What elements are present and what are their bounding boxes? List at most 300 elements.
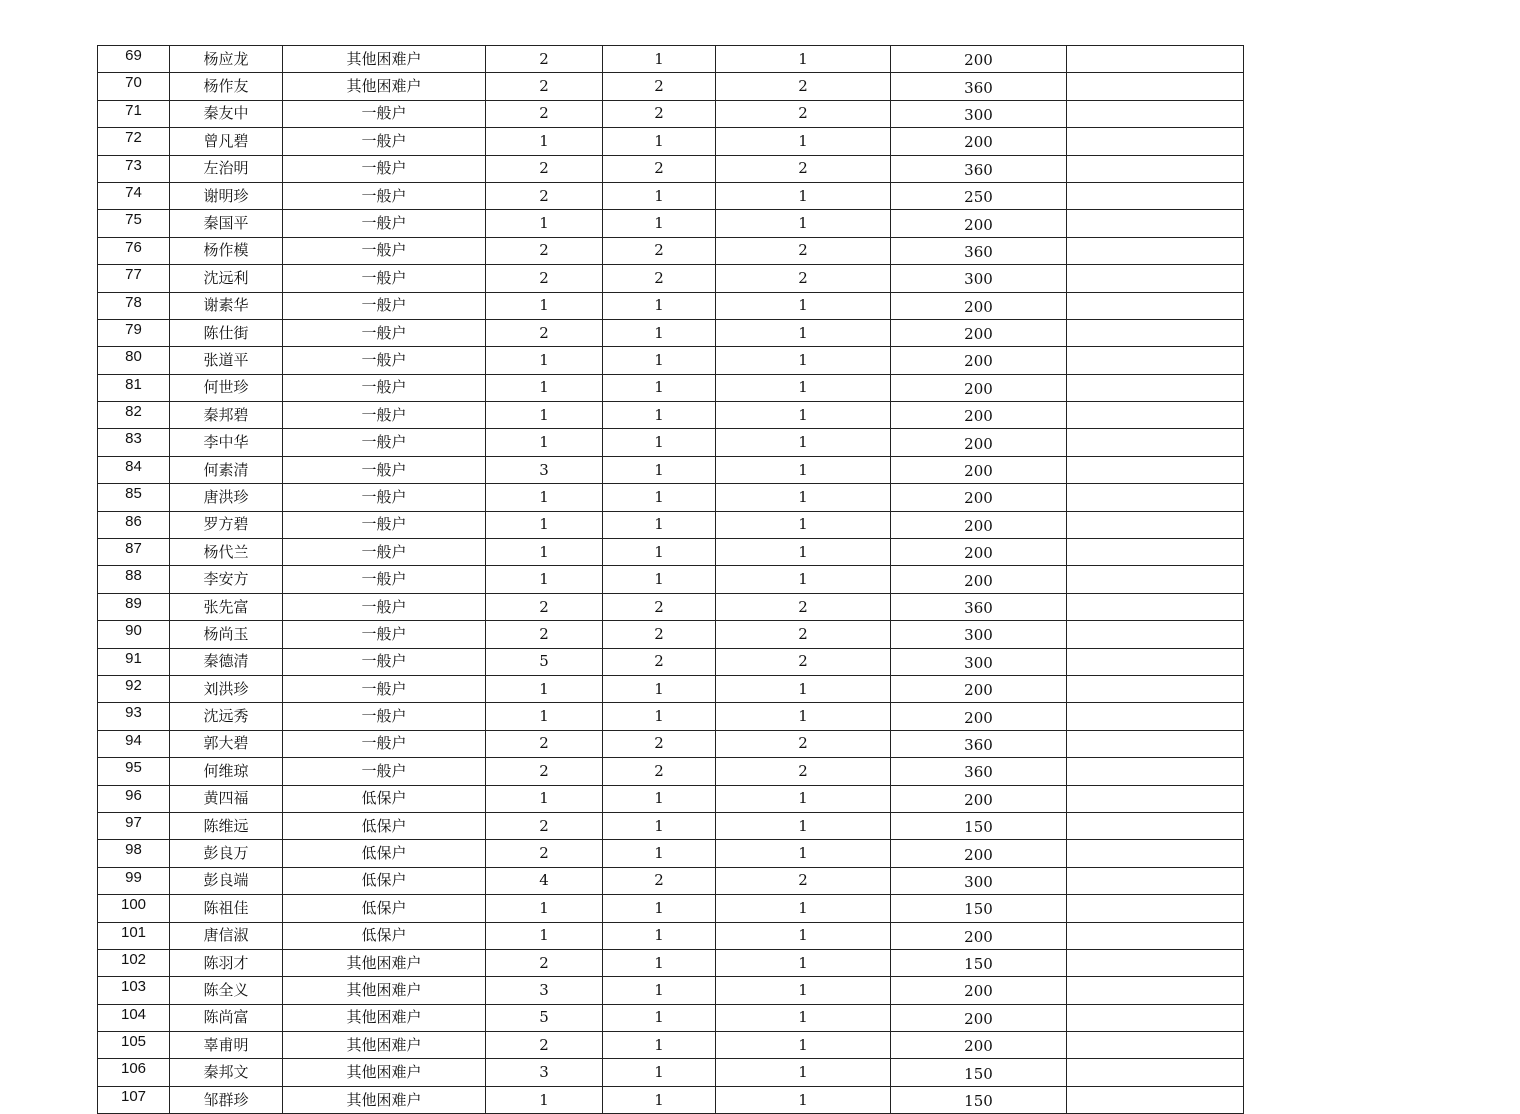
count-b-cell: 1 — [716, 703, 891, 730]
count-a-cell: 1 — [603, 46, 716, 73]
count-b-cell: 1 — [716, 46, 891, 73]
household-size-cell: 3 — [486, 977, 603, 1004]
remark-cell — [1067, 292, 1244, 319]
table-row — [98, 1086, 1244, 1113]
amount-cell: 360 — [891, 237, 1067, 264]
row-number-cell: 86 — [98, 511, 170, 538]
household-type-cell: 一般户 — [283, 128, 486, 155]
count-b-cell: 1 — [716, 128, 891, 155]
amount-cell: 200 — [891, 922, 1067, 949]
table-row — [98, 347, 1244, 374]
remark-cell — [1067, 566, 1244, 593]
count-a-cell: 1 — [603, 1004, 716, 1031]
amount-cell: 150 — [891, 1059, 1067, 1086]
count-b-cell: 1 — [716, 484, 891, 511]
household-size-cell: 1 — [486, 292, 603, 319]
table-row — [98, 402, 1244, 429]
count-b-cell: 1 — [716, 785, 891, 812]
name-cell: 秦邦碧 — [170, 402, 283, 429]
table-row — [98, 977, 1244, 1004]
count-a-cell: 1 — [603, 703, 716, 730]
count-b-cell: 1 — [716, 922, 891, 949]
remark-cell — [1067, 949, 1244, 976]
count-a-cell: 1 — [603, 840, 716, 867]
household-size-cell: 1 — [486, 566, 603, 593]
row-number-cell: 73 — [98, 155, 170, 182]
row-number-cell: 97 — [98, 812, 170, 839]
count-b-cell: 1 — [716, 182, 891, 209]
household-size-cell: 1 — [486, 1086, 603, 1113]
remark-cell — [1067, 758, 1244, 785]
household-type-cell: 一般户 — [283, 593, 486, 620]
name-cell: 杨代兰 — [170, 539, 283, 566]
name-cell: 何维琼 — [170, 758, 283, 785]
amount-cell: 200 — [891, 128, 1067, 155]
amount-cell: 300 — [891, 621, 1067, 648]
count-b-cell: 1 — [716, 1086, 891, 1113]
row-number-cell: 99 — [98, 867, 170, 894]
name-cell: 李安方 — [170, 566, 283, 593]
amount-cell: 200 — [891, 566, 1067, 593]
name-cell: 陈仕街 — [170, 319, 283, 346]
household-size-cell: 2 — [486, 100, 603, 127]
household-type-cell: 其他困难户 — [283, 1004, 486, 1031]
name-cell: 杨应龙 — [170, 46, 283, 73]
household-size-cell: 1 — [486, 429, 603, 456]
table-row — [98, 46, 1244, 73]
remark-cell — [1067, 429, 1244, 456]
table-row — [98, 511, 1244, 538]
row-number-cell: 92 — [98, 675, 170, 702]
count-a-cell: 2 — [603, 758, 716, 785]
table-row — [98, 374, 1244, 401]
amount-cell: 150 — [891, 1086, 1067, 1113]
household-type-cell: 一般户 — [283, 484, 486, 511]
row-number-cell: 91 — [98, 648, 170, 675]
remark-cell — [1067, 1086, 1244, 1113]
row-number-cell: 101 — [98, 922, 170, 949]
amount-cell: 200 — [891, 785, 1067, 812]
remark-cell — [1067, 182, 1244, 209]
table-row — [98, 895, 1244, 922]
amount-cell: 150 — [891, 895, 1067, 922]
row-number-cell: 79 — [98, 319, 170, 346]
remark-cell — [1067, 402, 1244, 429]
name-cell: 秦德清 — [170, 648, 283, 675]
household-type-cell: 一般户 — [283, 237, 486, 264]
household-type-cell: 低保户 — [283, 785, 486, 812]
remark-cell — [1067, 347, 1244, 374]
table-row — [98, 484, 1244, 511]
table-row — [98, 210, 1244, 237]
count-b-cell: 1 — [716, 949, 891, 976]
count-b-cell: 1 — [716, 1032, 891, 1059]
name-cell: 唐洪珍 — [170, 484, 283, 511]
household-type-cell: 低保户 — [283, 895, 486, 922]
household-size-cell: 1 — [486, 675, 603, 702]
amount-cell: 200 — [891, 46, 1067, 73]
household-type-cell: 其他困难户 — [283, 977, 486, 1004]
row-number-cell: 69 — [98, 46, 170, 73]
row-number-cell: 107 — [98, 1086, 170, 1113]
table-row — [98, 758, 1244, 785]
amount-cell: 300 — [891, 265, 1067, 292]
count-a-cell: 1 — [603, 922, 716, 949]
household-type-cell: 一般户 — [283, 730, 486, 757]
amount-cell: 200 — [891, 456, 1067, 483]
count-a-cell: 1 — [603, 456, 716, 483]
row-number-cell: 95 — [98, 758, 170, 785]
name-cell: 陈全义 — [170, 977, 283, 1004]
name-cell: 沈远利 — [170, 265, 283, 292]
amount-cell: 200 — [891, 1004, 1067, 1031]
household-size-cell: 2 — [486, 73, 603, 100]
remark-cell — [1067, 675, 1244, 702]
remark-cell — [1067, 237, 1244, 264]
row-number-cell: 94 — [98, 730, 170, 757]
count-b-cell: 1 — [716, 895, 891, 922]
count-b-cell: 2 — [716, 265, 891, 292]
count-b-cell: 1 — [716, 840, 891, 867]
household-size-cell: 1 — [486, 785, 603, 812]
count-a-cell: 2 — [603, 593, 716, 620]
count-a-cell: 1 — [603, 895, 716, 922]
count-b-cell: 1 — [716, 675, 891, 702]
remark-cell — [1067, 456, 1244, 483]
row-number-cell: 72 — [98, 128, 170, 155]
count-b-cell: 1 — [716, 1004, 891, 1031]
household-type-cell: 一般户 — [283, 648, 486, 675]
count-a-cell: 1 — [603, 292, 716, 319]
amount-cell: 200 — [891, 703, 1067, 730]
count-b-cell: 1 — [716, 402, 891, 429]
table-row — [98, 73, 1244, 100]
remark-cell — [1067, 785, 1244, 812]
table-row — [98, 429, 1244, 456]
amount-cell: 360 — [891, 758, 1067, 785]
name-cell: 辜甫明 — [170, 1032, 283, 1059]
name-cell: 陈羽才 — [170, 949, 283, 976]
name-cell: 何世珍 — [170, 374, 283, 401]
table-row — [98, 319, 1244, 346]
remark-cell — [1067, 593, 1244, 620]
household-size-cell: 2 — [486, 621, 603, 648]
household-type-cell: 一般户 — [283, 456, 486, 483]
household-type-cell: 低保户 — [283, 922, 486, 949]
amount-cell: 360 — [891, 73, 1067, 100]
household-type-cell: 一般户 — [283, 429, 486, 456]
table-row — [98, 648, 1244, 675]
amount-cell: 200 — [891, 402, 1067, 429]
table-row — [98, 812, 1244, 839]
household-type-cell: 其他困难户 — [283, 73, 486, 100]
row-number-cell: 90 — [98, 621, 170, 648]
household-type-cell: 一般户 — [283, 539, 486, 566]
amount-cell: 200 — [891, 292, 1067, 319]
row-number-cell: 105 — [98, 1032, 170, 1059]
table-row — [98, 539, 1244, 566]
name-cell: 秦国平 — [170, 210, 283, 237]
count-a-cell: 1 — [603, 785, 716, 812]
table-row — [98, 867, 1244, 894]
remark-cell — [1067, 1032, 1244, 1059]
household-size-cell: 1 — [486, 511, 603, 538]
household-size-cell: 5 — [486, 648, 603, 675]
name-cell: 刘洪珍 — [170, 675, 283, 702]
table-row — [98, 265, 1244, 292]
count-a-cell: 1 — [603, 182, 716, 209]
table-row — [98, 1004, 1244, 1031]
table-row — [98, 100, 1244, 127]
row-number-cell: 103 — [98, 977, 170, 1004]
count-a-cell: 1 — [603, 812, 716, 839]
table-row — [98, 237, 1244, 264]
table-row — [98, 593, 1244, 620]
name-cell: 何素清 — [170, 456, 283, 483]
count-a-cell: 2 — [603, 100, 716, 127]
row-number-cell: 81 — [98, 374, 170, 401]
household-type-cell: 其他困难户 — [283, 1032, 486, 1059]
count-b-cell: 1 — [716, 812, 891, 839]
count-a-cell: 1 — [603, 675, 716, 702]
household-type-cell: 其他困难户 — [283, 949, 486, 976]
household-size-cell: 1 — [486, 402, 603, 429]
count-a-cell: 1 — [603, 402, 716, 429]
household-type-cell: 其他困难户 — [283, 1059, 486, 1086]
remark-cell — [1067, 840, 1244, 867]
household-size-cell: 2 — [486, 730, 603, 757]
household-size-cell: 2 — [486, 1032, 603, 1059]
row-number-cell: 87 — [98, 539, 170, 566]
amount-cell: 300 — [891, 867, 1067, 894]
household-size-cell: 2 — [486, 593, 603, 620]
table-row — [98, 1032, 1244, 1059]
household-type-cell: 一般户 — [283, 319, 486, 346]
row-number-cell: 93 — [98, 703, 170, 730]
count-b-cell: 2 — [716, 648, 891, 675]
count-b-cell: 1 — [716, 456, 891, 483]
amount-cell: 200 — [891, 374, 1067, 401]
amount-cell: 200 — [891, 347, 1067, 374]
count-b-cell: 2 — [716, 100, 891, 127]
household-type-cell: 一般户 — [283, 265, 486, 292]
name-cell: 陈祖佳 — [170, 895, 283, 922]
amount-cell: 150 — [891, 812, 1067, 839]
table-row — [98, 922, 1244, 949]
table-row — [98, 128, 1244, 155]
name-cell: 唐信淑 — [170, 922, 283, 949]
remark-cell — [1067, 484, 1244, 511]
household-type-cell: 一般户 — [283, 566, 486, 593]
household-type-cell: 一般户 — [283, 210, 486, 237]
count-b-cell: 2 — [716, 730, 891, 757]
household-type-cell: 一般户 — [283, 182, 486, 209]
count-a-cell: 1 — [603, 347, 716, 374]
row-number-cell: 80 — [98, 347, 170, 374]
remark-cell — [1067, 46, 1244, 73]
household-type-cell: 一般户 — [283, 511, 486, 538]
count-a-cell: 1 — [603, 539, 716, 566]
household-size-cell: 2 — [486, 949, 603, 976]
row-number-cell: 89 — [98, 593, 170, 620]
count-b-cell: 2 — [716, 237, 891, 264]
count-a-cell: 1 — [603, 566, 716, 593]
row-number-cell: 106 — [98, 1059, 170, 1086]
household-size-cell: 1 — [486, 895, 603, 922]
household-size-cell: 5 — [486, 1004, 603, 1031]
count-b-cell: 1 — [716, 347, 891, 374]
household-size-cell: 2 — [486, 46, 603, 73]
household-size-cell: 2 — [486, 319, 603, 346]
remark-cell — [1067, 867, 1244, 894]
name-cell: 邹群珍 — [170, 1086, 283, 1113]
household-size-cell: 3 — [486, 1059, 603, 1086]
count-b-cell: 2 — [716, 73, 891, 100]
remark-cell — [1067, 128, 1244, 155]
table-row — [98, 155, 1244, 182]
amount-cell: 360 — [891, 593, 1067, 620]
table-row — [98, 730, 1244, 757]
count-a-cell: 1 — [603, 484, 716, 511]
name-cell: 李中华 — [170, 429, 283, 456]
remark-cell — [1067, 895, 1244, 922]
name-cell: 秦友中 — [170, 100, 283, 127]
row-number-cell: 84 — [98, 456, 170, 483]
data-table — [97, 45, 1244, 1114]
table-row — [98, 1059, 1244, 1086]
household-size-cell: 2 — [486, 265, 603, 292]
household-type-cell: 其他困难户 — [283, 46, 486, 73]
amount-cell: 200 — [891, 429, 1067, 456]
name-cell: 罗方碧 — [170, 511, 283, 538]
count-b-cell: 1 — [716, 374, 891, 401]
count-a-cell: 2 — [603, 730, 716, 757]
count-b-cell: 2 — [716, 621, 891, 648]
remark-cell — [1067, 1059, 1244, 1086]
name-cell: 陈尚富 — [170, 1004, 283, 1031]
household-size-cell: 1 — [486, 539, 603, 566]
name-cell: 谢素华 — [170, 292, 283, 319]
count-b-cell: 2 — [716, 867, 891, 894]
count-a-cell: 1 — [603, 1086, 716, 1113]
household-size-cell: 3 — [486, 456, 603, 483]
count-b-cell: 2 — [716, 593, 891, 620]
household-size-cell: 1 — [486, 128, 603, 155]
remark-cell — [1067, 730, 1244, 757]
amount-cell: 360 — [891, 155, 1067, 182]
count-b-cell: 1 — [716, 292, 891, 319]
household-type-cell: 一般户 — [283, 347, 486, 374]
row-number-cell: 102 — [98, 949, 170, 976]
name-cell: 陈维远 — [170, 812, 283, 839]
remark-cell — [1067, 703, 1244, 730]
count-a-cell: 2 — [603, 867, 716, 894]
household-type-cell: 一般户 — [283, 292, 486, 319]
row-number-cell: 85 — [98, 484, 170, 511]
remark-cell — [1067, 155, 1244, 182]
row-number-cell: 77 — [98, 265, 170, 292]
name-cell: 秦邦文 — [170, 1059, 283, 1086]
table-row — [98, 949, 1244, 976]
count-a-cell: 1 — [603, 949, 716, 976]
count-a-cell: 1 — [603, 1032, 716, 1059]
count-a-cell: 1 — [603, 511, 716, 538]
amount-cell: 200 — [891, 1032, 1067, 1059]
row-number-cell: 78 — [98, 292, 170, 319]
table-body — [98, 46, 1244, 1114]
amount-cell: 250 — [891, 182, 1067, 209]
row-number-cell: 83 — [98, 429, 170, 456]
amount-cell: 150 — [891, 949, 1067, 976]
remark-cell — [1067, 1004, 1244, 1031]
remark-cell — [1067, 648, 1244, 675]
household-type-cell: 一般户 — [283, 675, 486, 702]
name-cell: 彭良端 — [170, 867, 283, 894]
remark-cell — [1067, 621, 1244, 648]
amount-cell: 200 — [891, 539, 1067, 566]
amount-cell: 200 — [891, 210, 1067, 237]
table-row — [98, 703, 1244, 730]
table-row — [98, 182, 1244, 209]
count-a-cell: 1 — [603, 429, 716, 456]
household-type-cell: 一般户 — [283, 155, 486, 182]
row-number-cell: 88 — [98, 566, 170, 593]
remark-cell — [1067, 977, 1244, 1004]
household-type-cell: 一般户 — [283, 374, 486, 401]
household-size-cell: 1 — [486, 922, 603, 949]
remark-cell — [1067, 511, 1244, 538]
household-size-cell: 2 — [486, 840, 603, 867]
remark-cell — [1067, 100, 1244, 127]
count-b-cell: 2 — [716, 155, 891, 182]
table-row — [98, 840, 1244, 867]
amount-cell: 200 — [891, 977, 1067, 1004]
remark-cell — [1067, 319, 1244, 346]
row-number-cell: 100 — [98, 895, 170, 922]
remark-cell — [1067, 374, 1244, 401]
household-type-cell: 低保户 — [283, 812, 486, 839]
count-b-cell: 1 — [716, 319, 891, 346]
row-number-cell: 71 — [98, 100, 170, 127]
amount-cell: 200 — [891, 840, 1067, 867]
name-cell: 杨尚玉 — [170, 621, 283, 648]
name-cell: 张道平 — [170, 347, 283, 374]
count-b-cell: 1 — [716, 977, 891, 1004]
household-size-cell: 2 — [486, 812, 603, 839]
household-size-cell: 2 — [486, 758, 603, 785]
count-a-cell: 1 — [603, 1059, 716, 1086]
name-cell: 杨作友 — [170, 73, 283, 100]
name-cell: 杨作模 — [170, 237, 283, 264]
household-size-cell: 1 — [486, 374, 603, 401]
household-size-cell: 2 — [486, 237, 603, 264]
count-b-cell: 1 — [716, 511, 891, 538]
name-cell: 左治明 — [170, 155, 283, 182]
name-cell: 曾凡碧 — [170, 128, 283, 155]
name-cell: 张先富 — [170, 593, 283, 620]
name-cell: 彭良万 — [170, 840, 283, 867]
household-type-cell: 一般户 — [283, 621, 486, 648]
count-a-cell: 2 — [603, 73, 716, 100]
count-a-cell: 2 — [603, 648, 716, 675]
household-type-cell: 一般户 — [283, 758, 486, 785]
row-number-cell: 70 — [98, 73, 170, 100]
count-a-cell: 1 — [603, 319, 716, 346]
amount-cell: 200 — [891, 484, 1067, 511]
row-number-cell: 75 — [98, 210, 170, 237]
table-row — [98, 621, 1244, 648]
count-b-cell: 1 — [716, 566, 891, 593]
